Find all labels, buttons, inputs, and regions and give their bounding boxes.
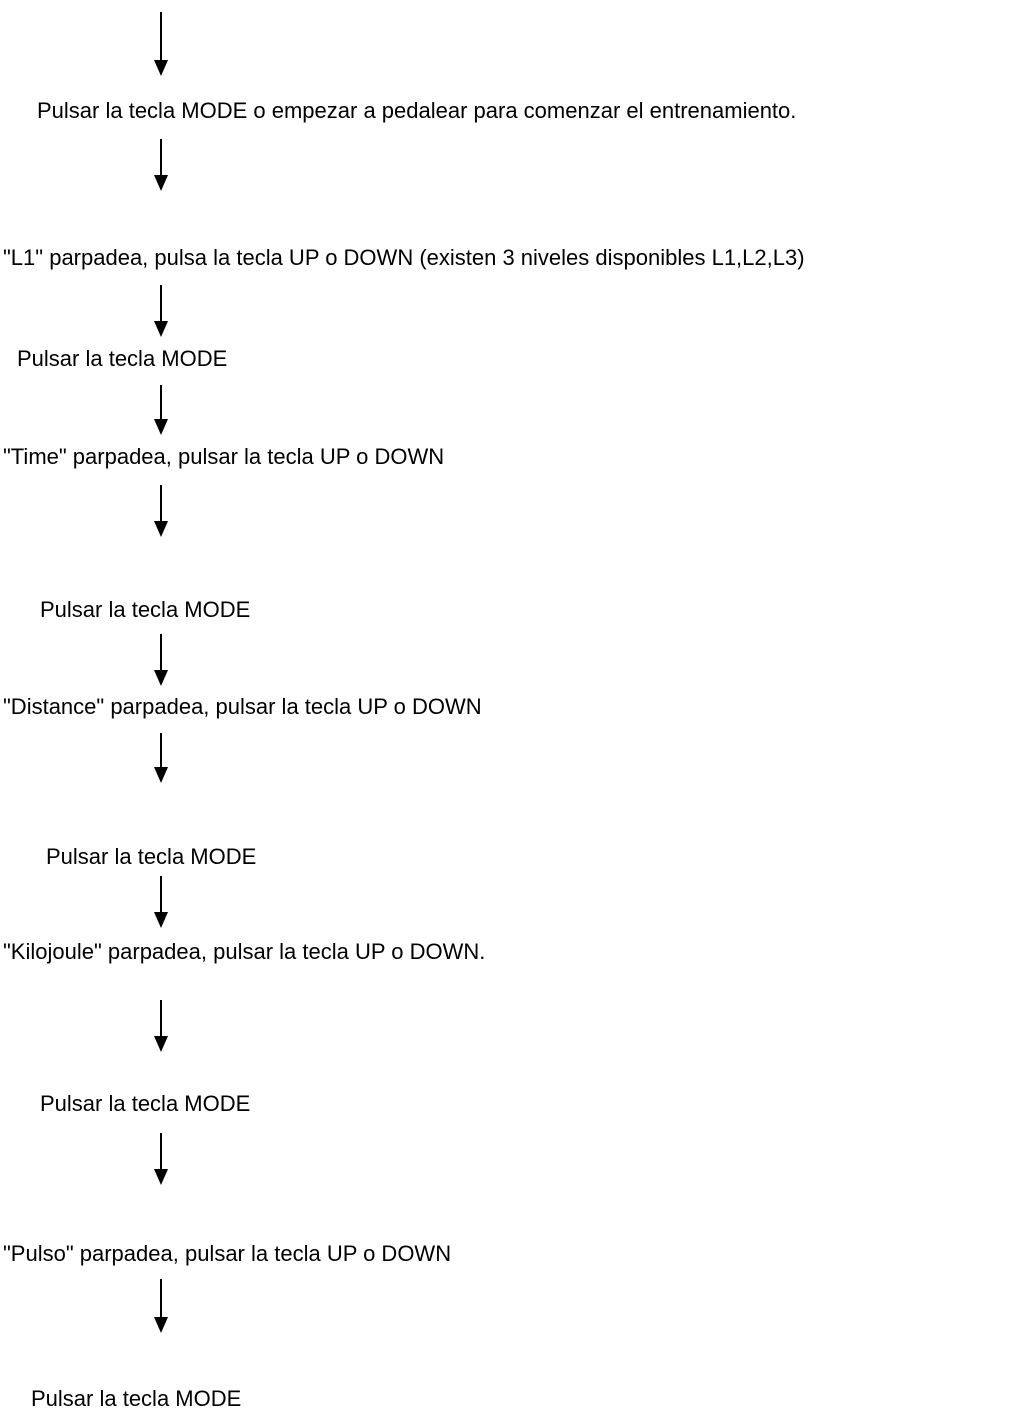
arrow-down-icon: [151, 285, 171, 337]
step-select-level: "L1" parpadea, pulsa la tecla UP o DOWN (existen 3 niveles disponibles L1,L2,L3): [3, 245, 805, 270]
arrow-down-icon: [151, 385, 171, 435]
arrow-down-icon: [151, 634, 171, 686]
step-press-mode: Pulsar la tecla MODE: [40, 597, 251, 622]
arrow-down-icon: [151, 139, 171, 191]
step-set-kilojoule: "Kilojoule" parpadea, pulsar la tecla UP o DOWN.: [3, 939, 486, 964]
arrow-down-icon: [151, 733, 171, 783]
arrow-down-icon: [151, 12, 171, 76]
step-press-mode: Pulsar la tecla MODE: [40, 1091, 251, 1116]
step-set-pulse: "Pulso" parpadea, pulsar la tecla UP o DOWN: [3, 1241, 452, 1266]
arrow-down-icon: [151, 485, 171, 537]
arrow-down-icon: [151, 1000, 171, 1052]
step-set-time: "Time" parpadea, pulsar la tecla UP o DOWN: [3, 444, 445, 469]
step-press-mode: Pulsar la tecla MODE: [31, 1386, 242, 1411]
step-press-mode: Pulsar la tecla MODE: [46, 844, 257, 869]
arrow-down-icon: [151, 1133, 171, 1185]
arrow-down-icon: [151, 876, 171, 928]
step-set-distance: "Distance" parpadea, pulsar la tecla UP o DOWN: [3, 694, 482, 719]
arrow-down-icon: [151, 1279, 171, 1333]
step-start-training: Pulsar la tecla MODE o empezar a pedalear para comenzar el entrenamiento.: [37, 98, 797, 123]
step-press-mode: Pulsar la tecla MODE: [17, 346, 228, 371]
